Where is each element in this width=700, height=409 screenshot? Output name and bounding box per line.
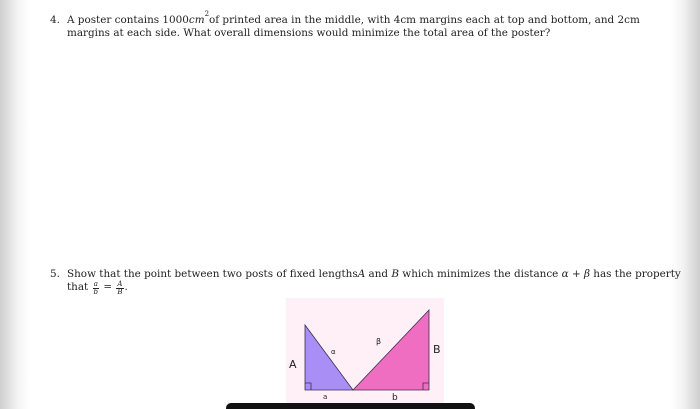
problem-4-text-start: A poster contains 1000	[67, 14, 189, 26]
problem-4-unit: cm	[188, 14, 205, 26]
fraction-b-denominator: b	[93, 288, 99, 296]
problem-5-text-c: has the property	[589, 268, 681, 280]
problem-5-period: .	[124, 281, 128, 293]
problem-5-line-2	[50, 281, 668, 296]
posts-figure	[286, 298, 444, 403]
fraction-a-numerator: a	[93, 280, 98, 288]
label-alpha: α	[331, 348, 336, 356]
page-edge-shadow-right	[670, 0, 700, 409]
fraction-A-numerator: A	[117, 280, 123, 288]
problem-4-line-1	[50, 10, 668, 27]
label-B: B	[433, 343, 441, 356]
problem-5-that: that	[67, 281, 92, 293]
problem-5-alpha-beta: α + β	[561, 268, 590, 280]
fraction-A-over-B	[116, 281, 123, 296]
problem-5-line-1	[50, 268, 681, 281]
problem-5-var-B: B	[391, 268, 399, 280]
label-beta: β	[376, 337, 382, 346]
problem-4-text-line-2: margins at each side. What overall dimensions would minimize the total area of the poster?	[67, 27, 551, 39]
problem-4-line-2	[50, 27, 668, 40]
problem-5-var-A: A	[357, 268, 366, 280]
label-b: b	[392, 393, 398, 403]
page-edge-shadow-left	[0, 0, 30, 409]
problem-4-exponent: 2	[204, 10, 210, 18]
problem-5-text-b: which minimizes the distance	[399, 268, 562, 280]
fraction-a-over-b	[93, 281, 99, 296]
fraction-B-denominator: B	[117, 288, 123, 296]
problem-5-number: 5.	[50, 268, 60, 280]
label-a: a	[323, 393, 328, 401]
problem-5-and: and	[365, 268, 392, 280]
bottom-overlay-bar	[226, 403, 475, 409]
problem-4-number: 4.	[50, 14, 60, 26]
problem-4-text-rest: of printed area in the middle, with 4cm margins each at top and bottom, and 2cm	[209, 14, 640, 26]
equals-sign: =	[100, 281, 116, 293]
label-A: A	[289, 358, 297, 371]
problem-5-text-a: Show that the point between two posts of fixed lengths	[67, 268, 358, 280]
problem-5	[50, 268, 681, 296]
problem-4	[50, 10, 668, 40]
